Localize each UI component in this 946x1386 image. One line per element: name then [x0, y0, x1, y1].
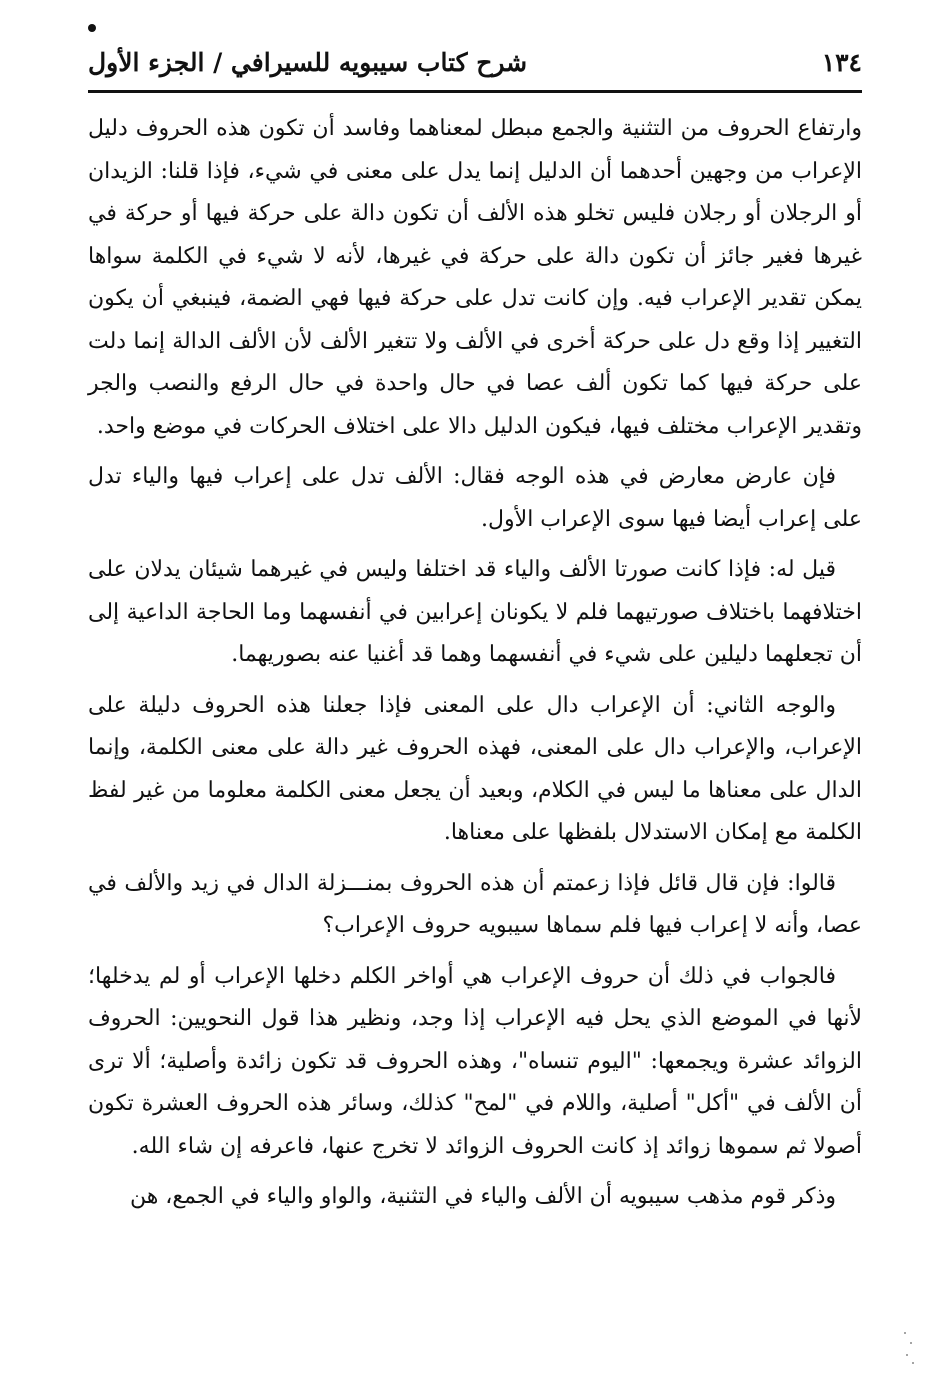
- running-header: [88, 40, 862, 84]
- header-rule: [88, 90, 862, 93]
- paragraph: فالجواب في ذلك أن حروف الإعراب هي أواخر الكلم دخلها الإعراب أو لم يدخلها؛ لأنها في الموضع الذي يحل فيه الإعراب إذا وجد، ونظير هذا قول النحويين: الحروف الزوائد عشرة ويجمعها: "اليوم تنساه"، وهذه الحروف قد تكون زائدة وأصلية؛ ألا ترى أن الألف في "أكل" أصلية، واللام في "لمح" كذلك، وسائر هذه الحروف العشرة تكون أصولا ثم سموها زوائد إذ كانت الحروف الزوائد لا تخرج عنها، فاعرفه إن شاء الله.: [88, 963, 862, 1159]
- body-text: [88, 108, 862, 1227]
- page-number: ١٣٤: [821, 47, 862, 77]
- scan-specks: [902, 1328, 916, 1368]
- paragraph: وذكر قوم مذهب سيبويه أن الألف والياء في التثنية، والواو والياء في الجمع، هن: [129, 1184, 836, 1209]
- paragraph: وارتفاع الحروف من التثنية والجمع مبطل لمعناهما وفاسد أن تكون هذه الحروف دليل الإعراب من وجهين أحدهما أن الدليل إنما يدل على معنى في شيء، فإذا قلنا: الزيدان أو الرجلان أو رجلان فليس تخلو هذه الألف أن تكون دالة على حركة فيها أو حركة في غيرها فغير جائز أن تكون دالة على حركة في غيرها، لأنه لا شيء في الكلمة سواها يمكن تقدير الإعراب فيه. وإن كانت تدل على حركة فيها فهي الضمة، فينبغي أن يكون التغيير إذا وقع دل على حركة أخرى في الألف ولا تتغير الألف لأن الألف الدالة إنما دلت على حركة فيها كما تكون ألف عصا في حال واحدة في حال الرفع والنصب والجر وتقدير الإعراب مختلف فيها، فيكون الدليل دالا على اختلاف الحركات في موضع واحد.: [88, 116, 862, 439]
- book-title: شرح كتاب سيبويه للسيرافي / الجزء الأول: [88, 47, 528, 77]
- paragraph: والوجه الثاني: أن الإعراب دال على المعنى فإذا جعلنا هذه الحروف دليلة على الإعراب، والإعراب دال على المعنى، فهذه الحروف غير دالة على معنى الكلمة، وإنما الدال على معناها ما ليس في الكلام، وبعيد أن يجعل معنى الكلمة معلوما من غير لفظ الكلمة مع إمكان الاستدلال بلفظها على معناها.: [88, 692, 862, 845]
- paragraph: قيل له: فإذا كانت صورتا الألف والياء قد اختلفا وليس في غيرهما شيئان يدلان على اختلافهما باختلاف صورتيهما فلم لا يكونان إعرابين في أنفسهما وما الحاجة الداعية إلى أن تجعلهما دليلين على شيء في أنفسهما وهما قد أغنيا عنه بصوريهما.: [88, 557, 862, 667]
- paragraph: فإن عارض معارض في هذه الوجه فقال: الألف تدل على إعراب فيها والياء تدل على إعراب أيضا فيها سوى الإعراب الأول.: [88, 464, 862, 532]
- paragraph: قالوا: فإن قال قائل فإذا زعمتم أن هذه الحروف بمنـــزلة الدال في زيد والألف في عصا، وأنه لا إعراب فيها فلم سماها سيبويه حروف الإعراب؟: [88, 870, 862, 938]
- ink-dot: [88, 24, 96, 32]
